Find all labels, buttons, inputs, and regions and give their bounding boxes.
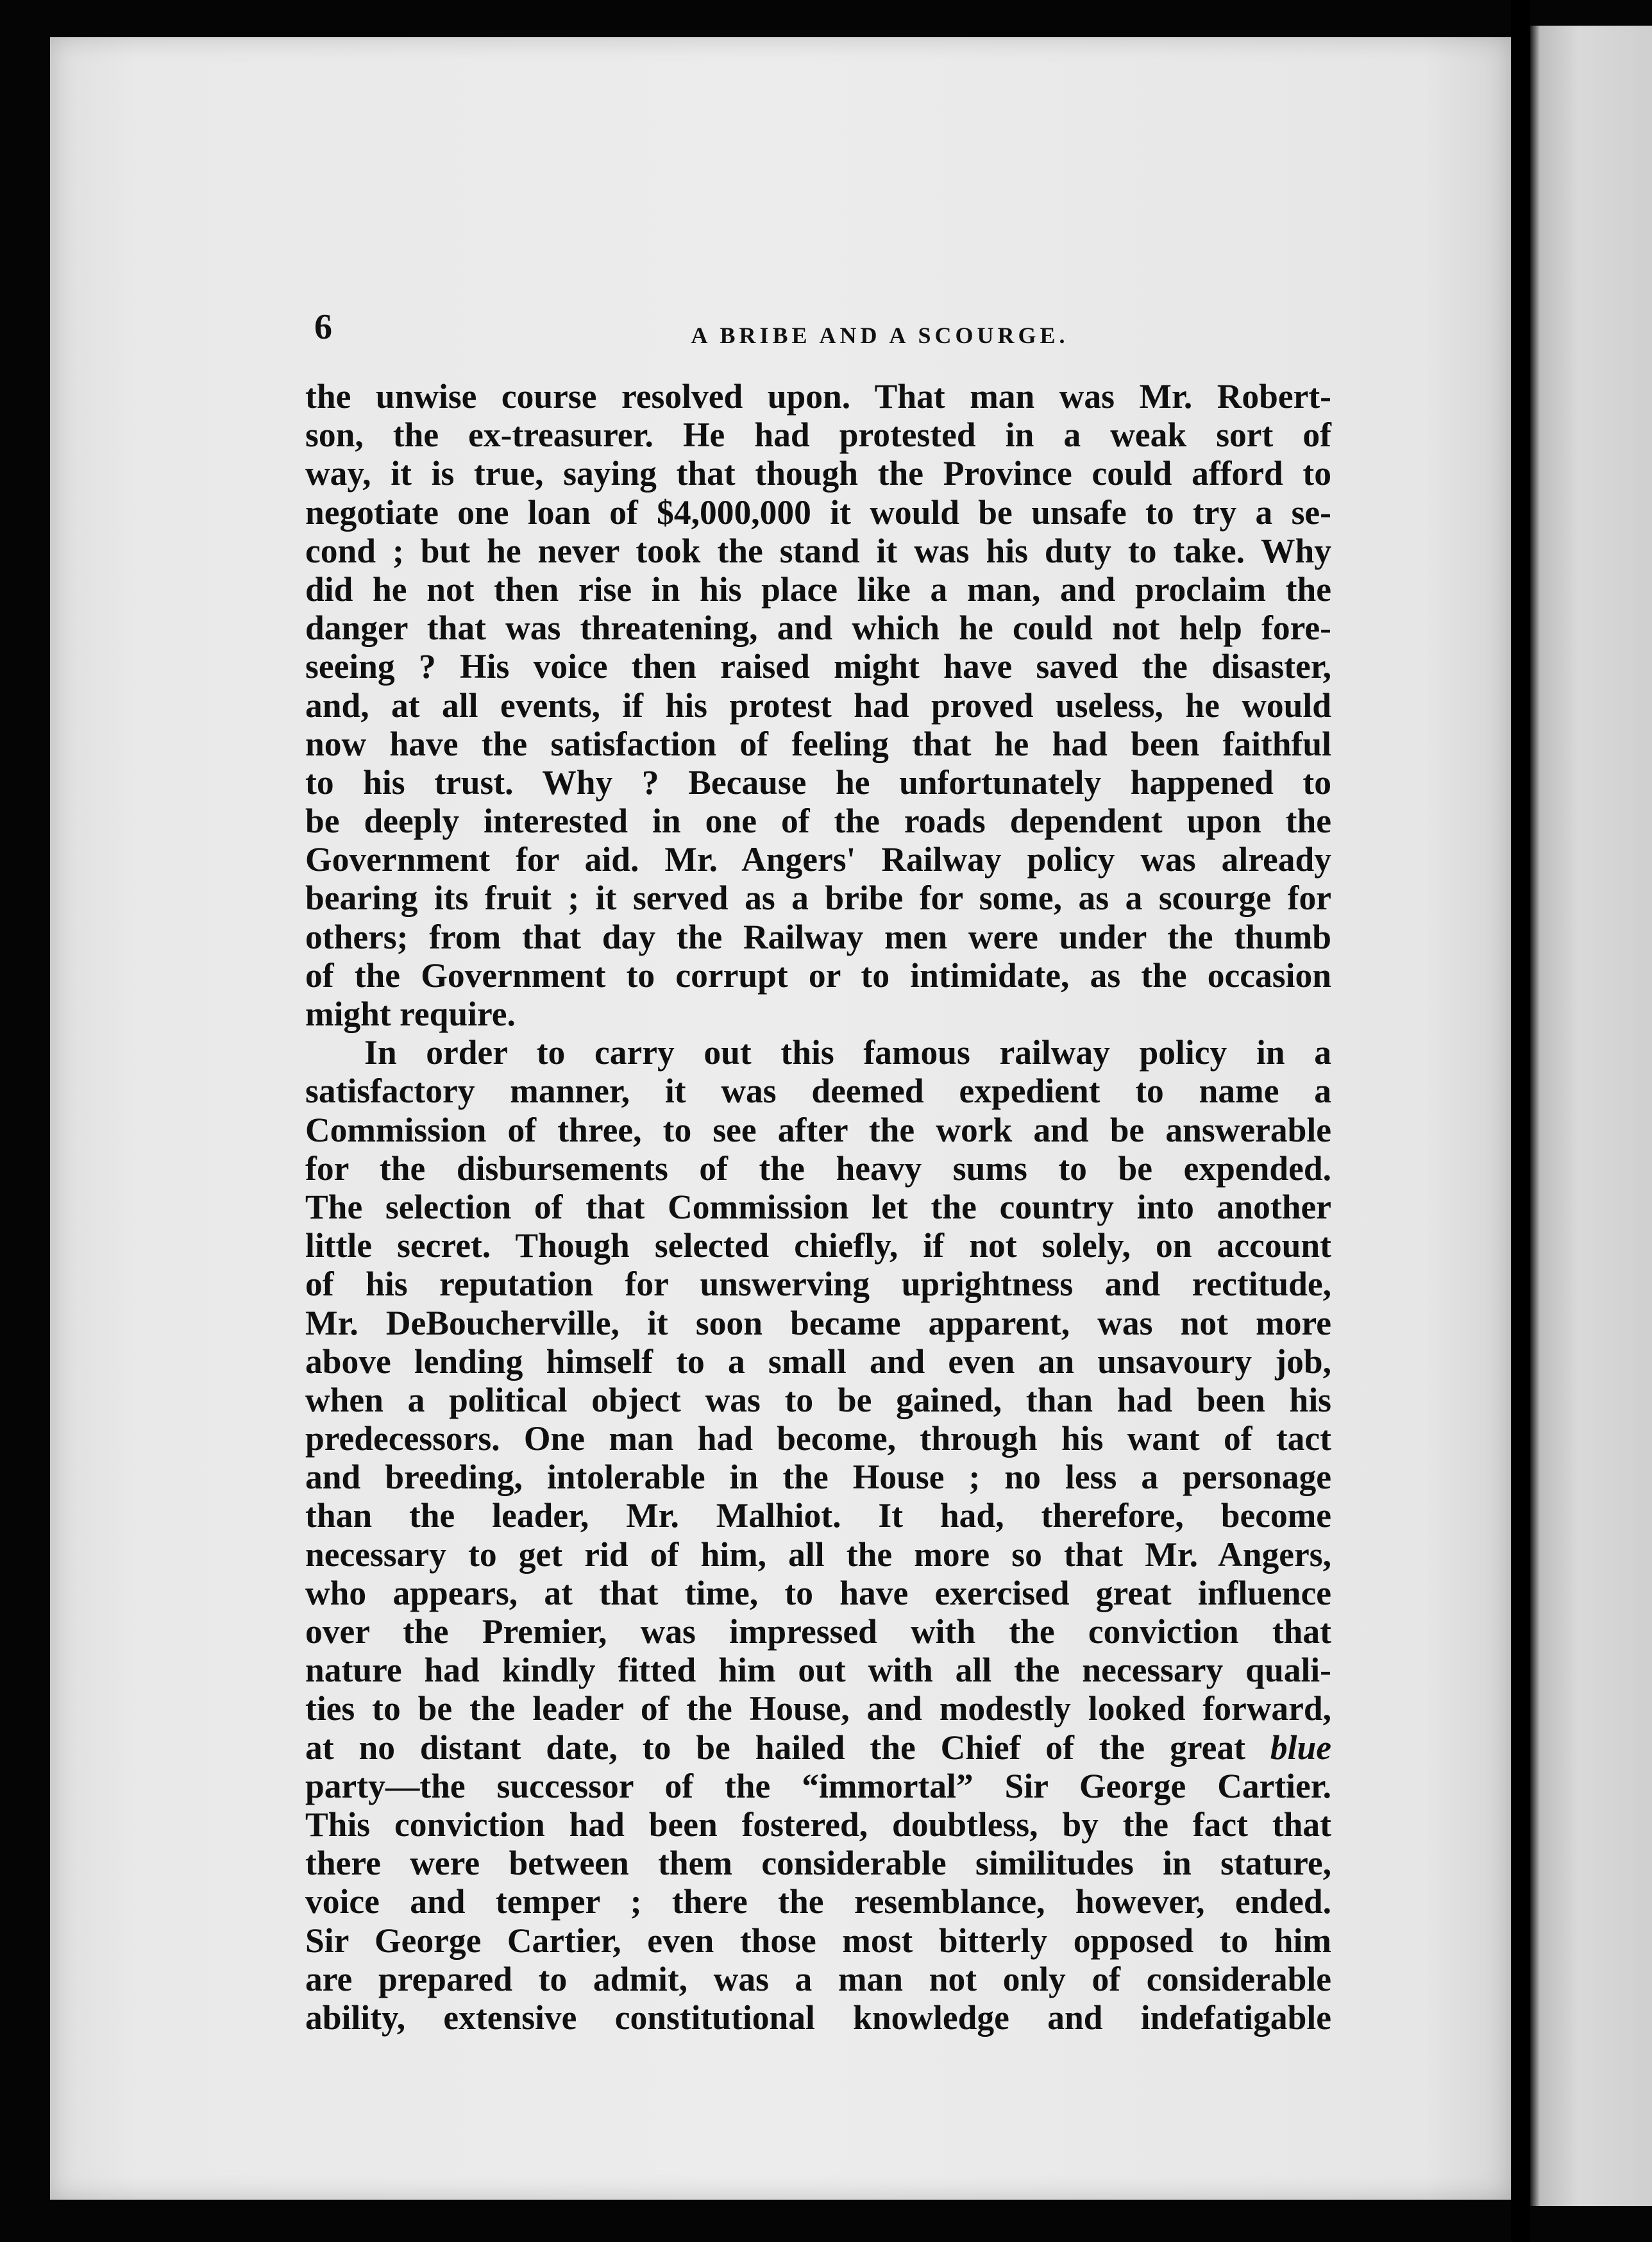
text-line: of the Government to corrupt or to intimidate, as the occasion — [305, 956, 1331, 995]
text-line: This conviction had been fostered, doubtless, by the fact that — [305, 1805, 1331, 1844]
text-line: negotiate one loan of $4,000,000 it would be unsafe to try a se- — [305, 493, 1331, 532]
text-line: at no distant date, to be hailed the Chief of the great blue — [305, 1728, 1331, 1767]
text-line: satisfactory manner, it was deemed expedient to name a — [305, 1072, 1331, 1111]
page-number: 6 — [314, 307, 333, 347]
body-text — [305, 377, 1331, 2037]
paragraph-1 — [305, 377, 1331, 1033]
text-line: the unwise course resolved upon. That man was Mr. Robert- — [305, 377, 1331, 416]
text-line: when a political object was to be gained, than had been his — [305, 1380, 1331, 1419]
text-line: and breeding, intolerable in the House ; no less a personage — [305, 1458, 1331, 1497]
text-line: predecessors. One man had become, through his want of tact — [305, 1419, 1331, 1458]
book-page — [50, 37, 1511, 2200]
text-line: seeing ? His voice then raised might have saved the disaster, — [305, 647, 1331, 686]
text-line: way, it is true, saying that though the Province could afford to — [305, 454, 1331, 493]
text-line: others; from that day the Railway men were under the thumb — [305, 917, 1331, 956]
adjacent-page-edge — [1530, 26, 1652, 2206]
text-line: are prepared to admit, was a man not only of considerable — [305, 1959, 1331, 1998]
text-line: necessary to get rid of him, all the more so that Mr. Angers, — [305, 1535, 1331, 1574]
text-line: little secret. Though selected chiefly, if not solely, on account — [305, 1226, 1331, 1265]
paragraph-2 — [305, 1033, 1331, 2037]
emphasis-text: blue — [1270, 1728, 1331, 1767]
text-line: Mr. DeBoucherville, it soon became apparent, was not more — [305, 1303, 1331, 1342]
text-line: there were between them considerable similitudes in stature, — [305, 1844, 1331, 1883]
text-line: In order to carry out this famous railway policy in a — [364, 1033, 1331, 1072]
text-line: nature had kindly fitted him out with all the necessary quali- — [305, 1651, 1331, 1690]
text-line: for the disbursements of the heavy sums to be expended. — [305, 1149, 1331, 1188]
text-line: and, at all events, if his protest had proved useless, he would — [305, 686, 1331, 725]
text-line: danger that was threatening, and which he could not help fore- — [305, 609, 1331, 648]
running-head: A BRIBE AND A SCOURGE. — [691, 323, 1069, 348]
text-line: bearing its fruit ; it served as a bribe for some, as a scourge for — [305, 879, 1331, 918]
text-line: be deeply interested in one of the roads dependent upon the — [305, 802, 1331, 841]
text-line: Government for aid. Mr. Angers' Railway policy was already — [305, 840, 1331, 879]
text-line: Commission of three, to see after the work and be answerable — [305, 1110, 1331, 1149]
text-line: Sir George Cartier, even those most bitterly opposed to him — [305, 1921, 1331, 1960]
text-line: voice and temper ; there the resemblance, however, ended. — [305, 1882, 1331, 1921]
text-line: above lending himself to a small and even an unsavoury job, — [305, 1342, 1331, 1381]
text-line: over the Premier, was impressed with the conviction that — [305, 1612, 1331, 1651]
text-line: party—the successor of the “immortal” Sir George Cartier. — [305, 1766, 1331, 1805]
text-line: ties to be the leader of the House, and modestly looked forward, — [305, 1689, 1331, 1728]
page-gutter-shadow — [1511, 0, 1530, 2242]
text-line: who appears, at that time, to have exercised great influence — [305, 1573, 1331, 1612]
text-line: cond ; but he never took the stand it was his duty to take. Why — [305, 531, 1331, 570]
text-line: than the leader, Mr. Malhiot. It had, therefore, become — [305, 1496, 1331, 1535]
text-line: now have the satisfaction of feeling that he had been faithful — [305, 724, 1331, 763]
text-line: did he not then rise in his place like a man, and proclaim the — [305, 569, 1331, 609]
text-line: to his trust. Why ? Because he unfortunately happened to — [305, 763, 1331, 802]
text-line: might require. — [305, 995, 516, 1033]
text-line: The selection of that Commission let the country into another — [305, 1187, 1331, 1226]
text-line: of his reputation for unswerving uprightness and rectitude, — [305, 1265, 1331, 1304]
text-line: ability, extensive constitutional knowledge and indefatigable — [305, 1998, 1331, 2037]
text-line: son, the ex-treasurer. He had protested in a weak sort of — [305, 416, 1331, 455]
